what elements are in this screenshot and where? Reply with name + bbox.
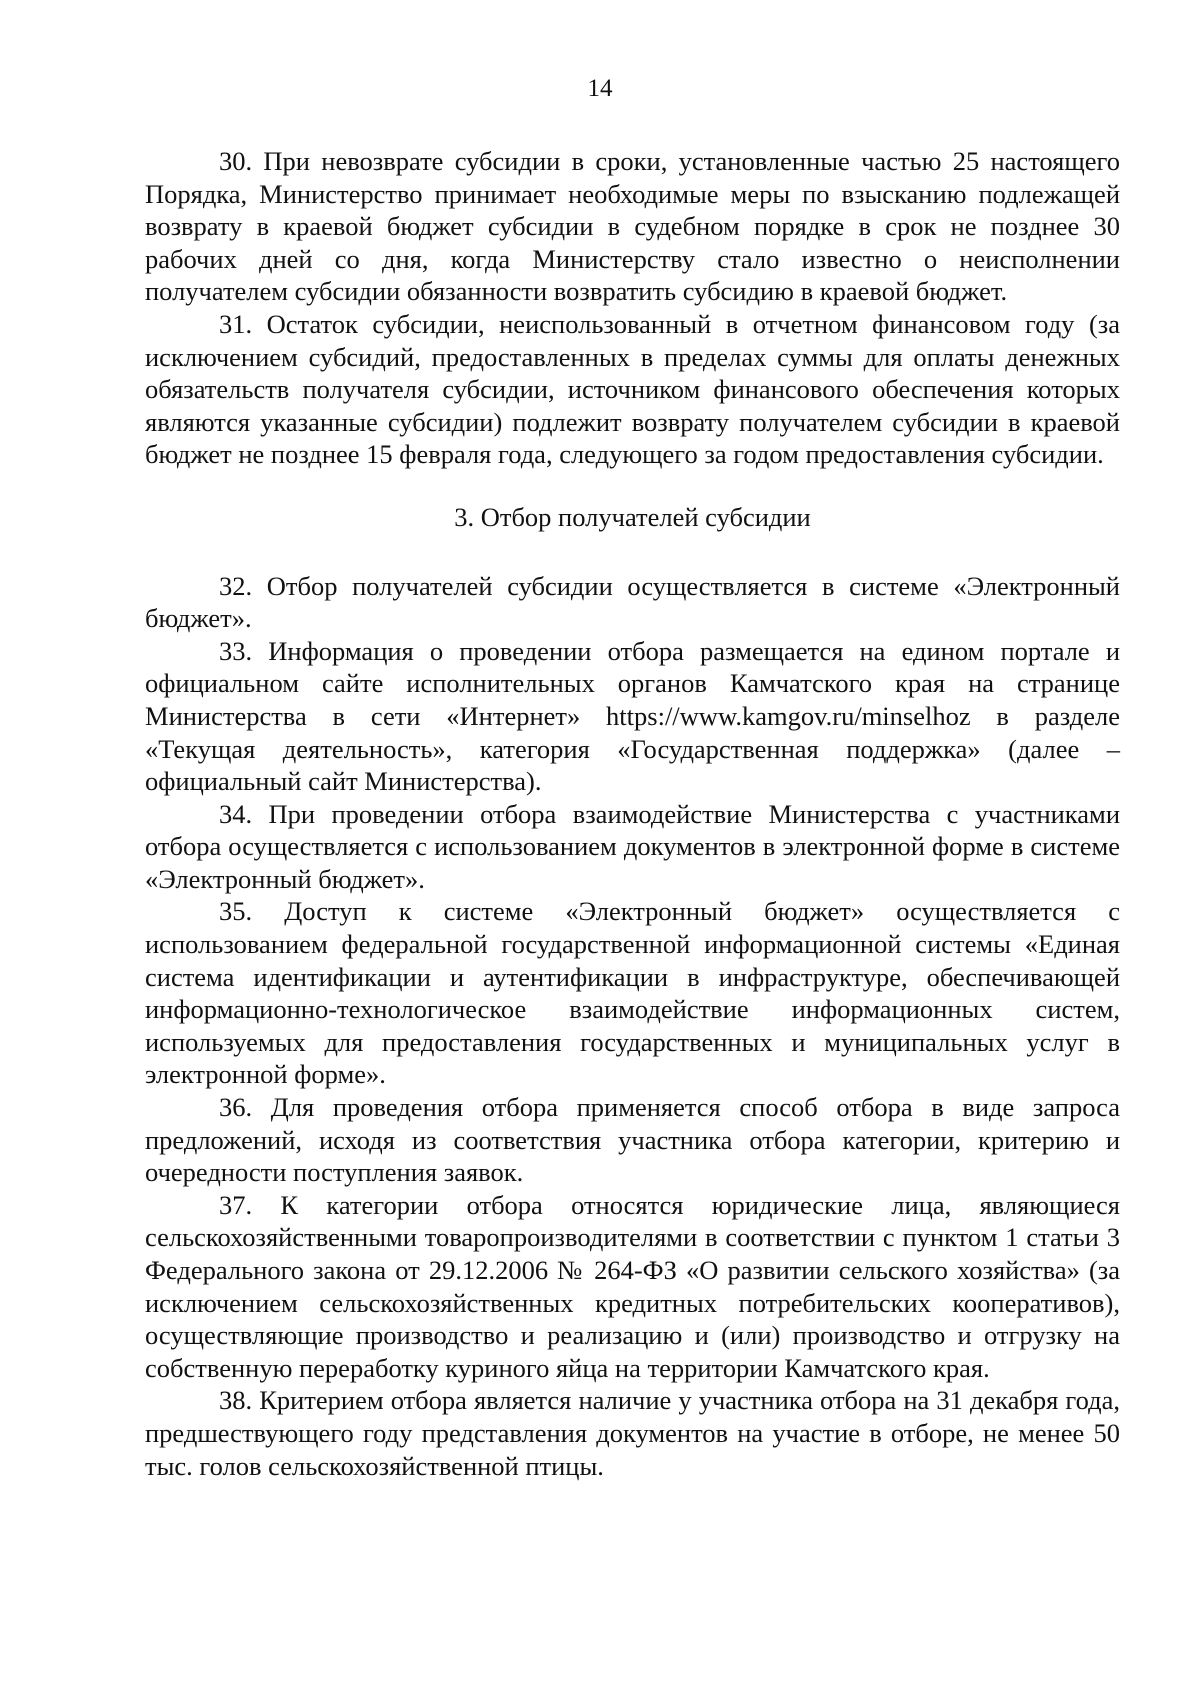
paragraph-30: 30. При невозврате субсидии в сроки, установленные частью 25 настоящего Порядка, Министерство принимает необходимые меры по взысканию подлежащей возврату в краевой бюджет субсидии в судебном порядке в срок не позднее 30 рабочих дней со дня, когда Министерству стало известно о неисполнении получателем субсидии обязанности возвратить субсидию в краевой бюджет. [145, 146, 1120, 307]
paragraph-38: 38. Критерием отбора является наличие у участника отбора на 31 декабря года, предшествующего году представления документов на участие в отборе, не менее 50 тыс. голов сельскохозяйственной птицы. [145, 1385, 1120, 1481]
paragraph-37: 37. К категории отбора относятся юридические лица, являющиеся сельскохозяйственными товаропроизводителями в соответствии с пунктом 1 статьи 3 Федерального закона от 29.12.2006 № 264-ФЗ «О развитии сельского хозяйства» (за исключением сельскохозяйственных кредитных потребительских кооперативов), осуществляющие производство и реализацию и (или) производство и отгрузку на собственную переработку куриного яйца на территории Камчатского края. [145, 1189, 1120, 1383]
paragraph-33: 33. Информация о проведении отбора размещается на едином портале и официальном сайте исполнительных органов Камчатского края на странице Министерства в сети «Интернет» https://www.kamgov.ru/minselhoz в разделе «Текущая деятельность», категория «Государственная поддержка» (далее – официальный сайт Министерства). [145, 635, 1120, 797]
paragraph-34: 34. При проведении отбора взаимодействие Министерства с участниками отбора осуществляется с использованием документов в электронной форме в системе «Электронный бюджет». [145, 798, 1120, 894]
paragraph-31: 31. Остаток субсидии, неиспользованный в отчетном финансовом году (за исключением субсидий, предоставленных в пределах суммы для оплаты денежных обязательств получателя субсидии, источником финансового обеспечения которых являются указанные субсидии) подлежит возврату получателем субсидии в краевой бюджет не позднее 15 февраля года, следующего за годом предоставления субсидии. [145, 308, 1120, 470]
paragraph-32: 32. Отбор получателей субсидии осуществляется в системе «Электронный бюджет». [145, 570, 1120, 634]
section-heading: 3. Отбор получателей субсидии [454, 501, 811, 532]
paragraph-36: 36. Для проведения отбора применяется способ отбора в виде запроса предложений, исходя из соответствия участника отбора категории, критерию и очередности поступления заявок. [145, 1092, 1120, 1188]
page-number: 14 [587, 75, 613, 102]
paragraph-35: 35. Доступ к системе «Электронный бюджет» осуществляется с использованием федеральной государственной информационной системы «Единая система идентификации и аутентификации в инфраструктуре, обеспечивающей информационно-технологическое взаимодействие информационных систем, используемых для предоставления государственных и муниципальных услуг в электронной форме». [145, 896, 1120, 1090]
document-body [145, 145, 1120, 1482]
